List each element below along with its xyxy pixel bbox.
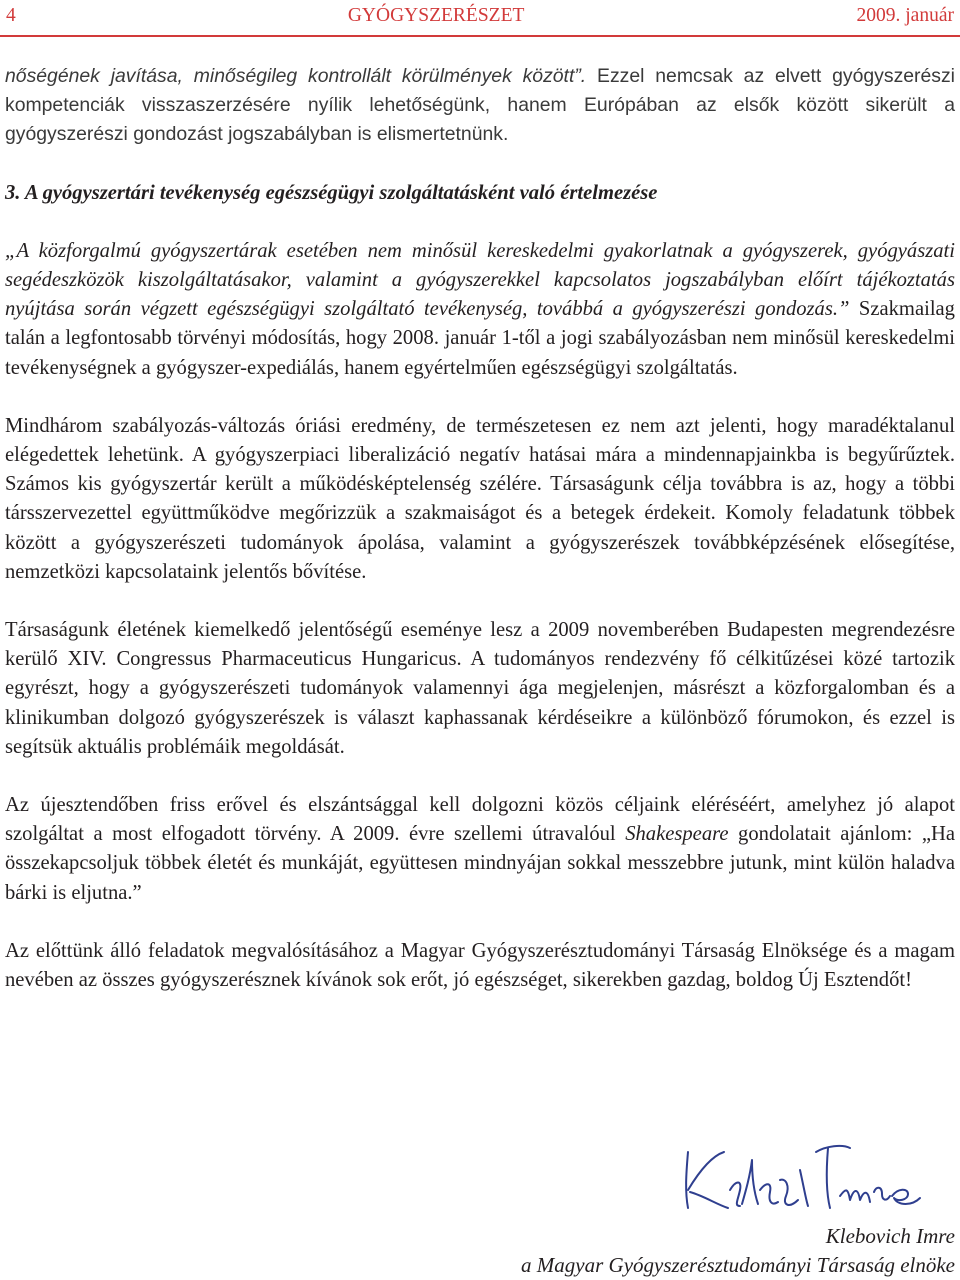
running-header (6, 4, 954, 28)
paragraph-2 (5, 237, 955, 383)
paragraph-1-text: Ezzel nemcsak az elvett gyógyszerészi kompetenciák visszaszerzésére nyílik lehetőségünk, hanem Európában az elsők között sikerült a gyógyszerészi gondozást jogszabályban is elismertetnünk. (5, 65, 955, 146)
legal-quote: „A közforgalmú gyógyszertárak esetében nem minősül kereskedelmi gyakorlatnak a gyógyszerek, gyógyászati segédeszközök kiszolgáltatásakor, valamint a gyógyszerekkel kapcsolatos jogszabályban előírt tájékoztatás nyújtása során végzett egészségügyi szolgáltató tevékenység, továbbá a gyógyszerészi gondozás.” (5, 239, 955, 321)
article-body (5, 62, 955, 1024)
journal-title: GYÓGYSZERÉSZET (347, 5, 525, 26)
signature-block (521, 1222, 955, 1280)
page-number: 4 (6, 5, 16, 26)
issue-date: 2009. január (856, 5, 954, 26)
paragraph-5-text-b: gondolatait ajánlom: „Ha összekapcsoljuk többek életét és munkáját, együttesen mindnyájan sokkal messzebbre jutunk, mint külön haladva bárki is eljutna.” (5, 823, 955, 904)
paragraph-2-text: Szakmailag talán a legfontosabb törvényi módosítás, hogy 2008. január 1-től a jogi szabályozásban nem minősül kereskedelmi tevékenységnek a gyógyszer-expediálás, hanem egyértelműen egészségügyi szolgáltatás. (5, 298, 955, 379)
signer-title: a Magyar Gyógyszerésztudományi Társaság elnöke (521, 1253, 955, 1277)
paragraph-4: Társaságunk életének kiemelkedő jelentőségű eseménye lesz a 2009 novemberében Budapesten megrendezésre kerülő XIV. Congressus Pharmaceuticus Hungaricus. A tudományos rendezvény fő célkitűzései közé tartozik egyrészt, hogy a gyógyszerészeti tudományok valamennyi ága megjelenjen, másrészt a közforgalomban és a klinikumban dolgozó gyógyszerészek is választ kaphassanak kérdéseikre a különböző fórumokon, és ezzel is segítsük aktuális problémáik megoldását. (5, 619, 955, 758)
paragraph-1 (5, 62, 955, 150)
paragraph-1-italic: nőségének javítása, minőségileg kontrollált körülmények között”. (5, 65, 587, 87)
paragraph-3: Mindhárom szabályozás-változás óriási eredmény, de természetesen ez nem azt jelenti, hogy maradéktalanul elégedettek lehetünk. A gyógyszerpiaci liberalizáció negatív hatásai mára a mindennapjainkba is begyűrűztek. Számos kis gyógyszertár került a működésképtelenség szélére. Társaságunk célja továbbra is az, hogy a többi társszervezettel együttműködve megőrizzük a szakmaiságot és a betegek érdekeit. Komoly feladatunk többek között a gyógyszerészeti tudományok ápolása, valamint a gyógyszerészek továbbképzésének elősegítése, nemzetközi kapcsolataink jelentős bővítése. (5, 414, 955, 583)
paragraph-6: Az előttünk álló feladatok megvalósításához a Magyar Gyógyszerésztudományi Társaság Elnöksége és a magam nevében az összes gyógyszerésznek kívánok sok erőt, jó egészséget, sikerekben gazdag, boldog Új Esztendőt! (5, 939, 955, 992)
section-heading: 3. A gyógyszertári tevékenység egészségügyi szolgáltatásként való értelmezése (5, 181, 658, 204)
paragraph-5 (5, 791, 955, 908)
paragraph-5-text-a: Az újesztendőben friss erővel és elszántsággal kell dolgozni közös céljaink eléréséért, amelyhez jó alapot szolgáltat a most elfogadott törvény. A 2009. évre szellemi útravalóul (5, 794, 955, 846)
header-rule (0, 35, 960, 37)
handwritten-signature (676, 1130, 956, 1230)
signer-name: Klebovich Imre (825, 1224, 955, 1248)
shakespeare-name: Shakespeare (625, 823, 729, 846)
